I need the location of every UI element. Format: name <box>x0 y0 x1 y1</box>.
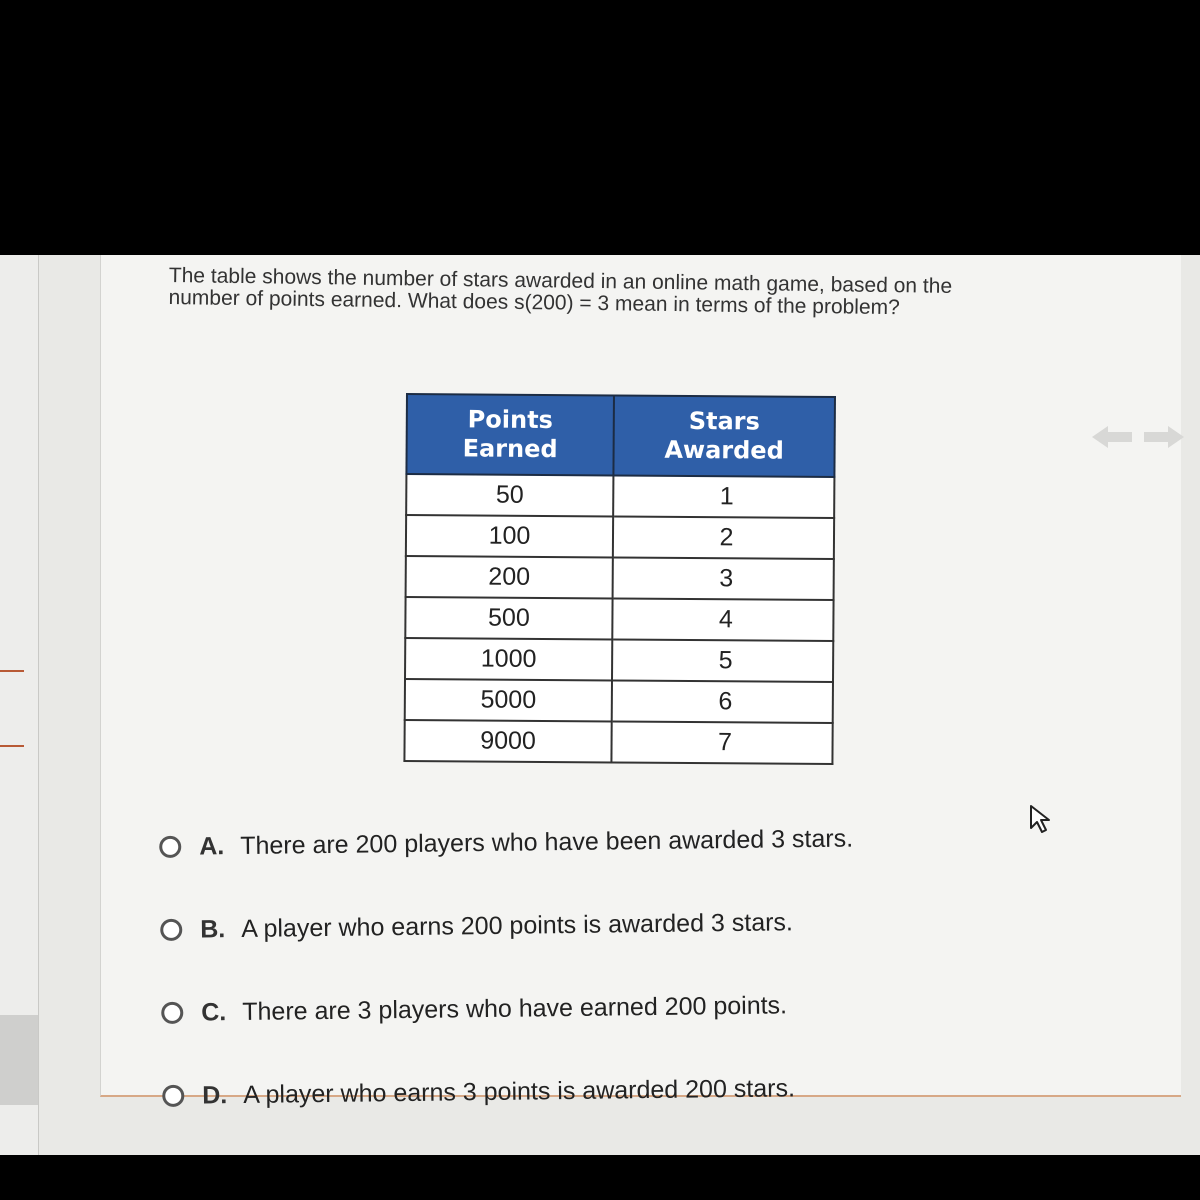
sidebar-marker <box>0 745 24 747</box>
points-cell: 5000 <box>405 679 612 721</box>
option-letter: C. <box>201 997 227 1026</box>
screen <box>0 255 1200 1155</box>
table-row <box>405 638 833 682</box>
mouse-pointer-icon <box>1027 802 1061 836</box>
table-row <box>404 720 832 764</box>
option-text: A player who earns 200 points is awarded 3 stars. <box>241 907 794 943</box>
stars-cell: 5 <box>612 639 833 682</box>
option-text: A player who earns 3 points is awarded 200 stars. <box>243 1073 796 1109</box>
table-row <box>406 556 834 600</box>
stars-cell: 2 <box>613 516 834 559</box>
arrow-left-icon[interactable] <box>1090 423 1134 451</box>
sidebar-marker <box>0 670 24 672</box>
navigation-arrows <box>1090 423 1190 453</box>
radio-button-a[interactable] <box>159 836 181 858</box>
points-cell: 100 <box>406 515 613 557</box>
points-cell: 9000 <box>404 720 611 762</box>
points-cell: 200 <box>406 556 613 598</box>
table-row <box>405 679 833 723</box>
header-stars-awarded <box>613 395 835 477</box>
stars-cell: 3 <box>613 557 834 600</box>
radio-button-b[interactable] <box>160 919 182 941</box>
question-panel <box>100 255 1181 1109</box>
header-line: Earned <box>462 434 558 464</box>
header-line: Awarded <box>664 435 784 465</box>
header-points-earned <box>406 394 614 475</box>
option-letter: A. <box>199 831 225 861</box>
left-sidebar <box>0 255 39 1155</box>
points-cell: 500 <box>405 597 612 639</box>
option-d[interactable] <box>162 1068 795 1116</box>
points-cell: 50 <box>406 474 613 516</box>
points-cell: 1000 <box>405 638 612 680</box>
option-c[interactable] <box>161 985 787 1033</box>
stars-cell: 6 <box>612 680 833 723</box>
option-text: There are 200 players who have been awarded 3 stars. <box>240 824 854 860</box>
stars-cell: 4 <box>612 598 833 641</box>
option-letter: B. <box>200 914 226 944</box>
header-line: Stars <box>688 406 760 436</box>
table-header-row <box>406 394 835 477</box>
option-b[interactable] <box>160 902 793 950</box>
option-letter: D. <box>202 1080 228 1109</box>
option-a[interactable] <box>159 819 853 867</box>
radio-button-c[interactable] <box>161 1002 183 1024</box>
table-row <box>406 474 834 518</box>
option-text: There are 3 players who have earned 200 points. <box>242 990 788 1026</box>
table-row <box>405 597 833 641</box>
sidebar-block[interactable] <box>0 1015 38 1105</box>
stars-cell: 7 <box>611 721 832 764</box>
radio-button-d[interactable] <box>162 1085 184 1107</box>
header-line: Points <box>467 405 553 435</box>
answer-options <box>159 816 1019 1109</box>
points-stars-table <box>403 393 836 765</box>
stars-cell: 1 <box>613 475 834 518</box>
arrow-right-icon[interactable] <box>1142 423 1186 451</box>
question-text: The table shows the number of stars awarded in an online math game, based on the number of points earned. What does s(200) = 3 mean in terms of the problem? <box>168 264 953 320</box>
table-row <box>406 515 834 559</box>
